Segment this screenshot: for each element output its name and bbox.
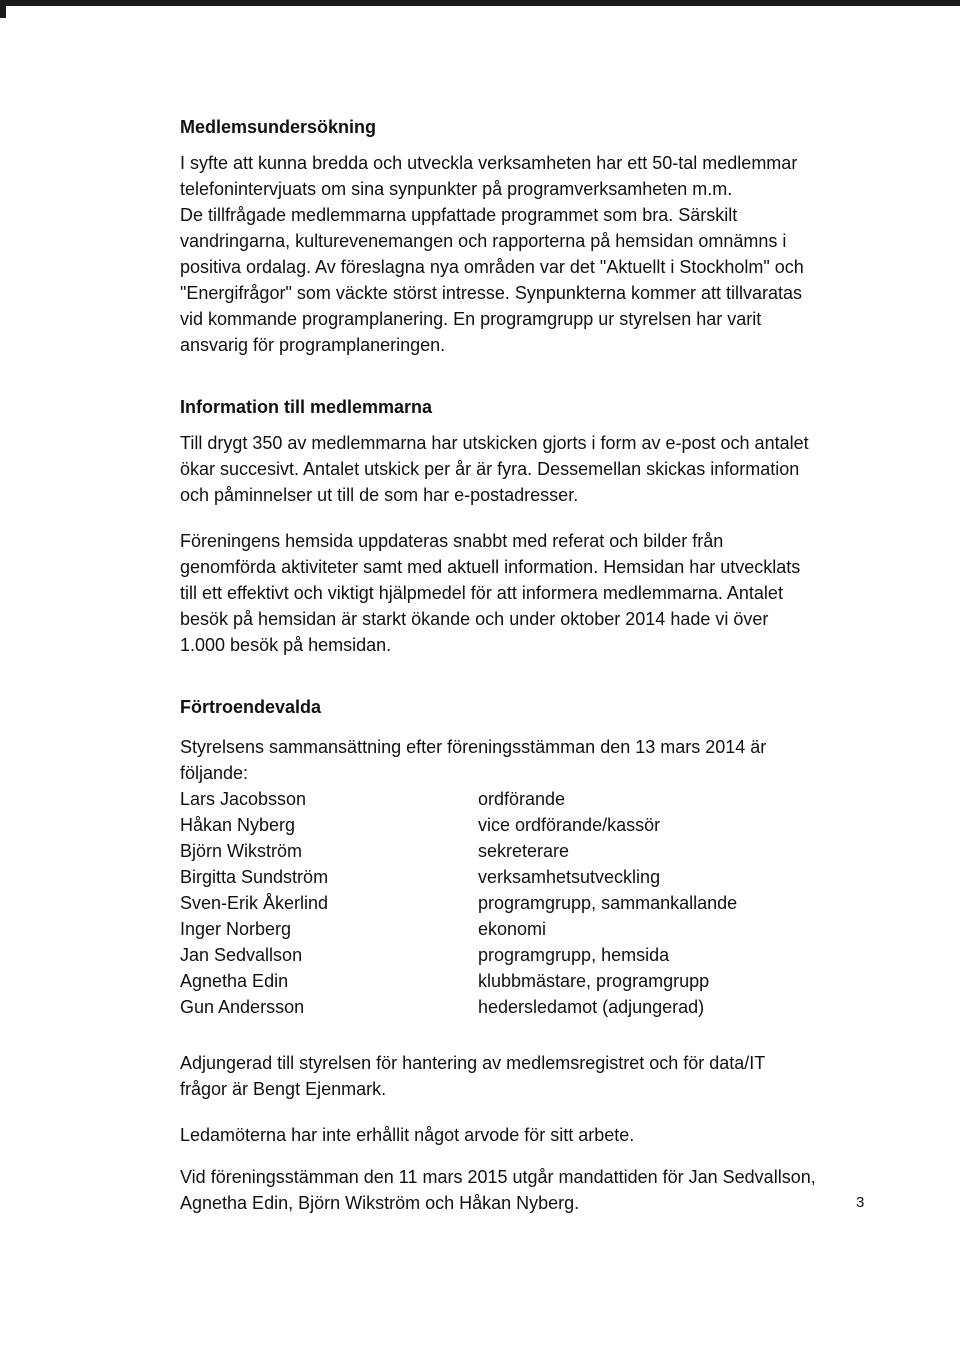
board-member-row (180, 942, 880, 968)
text-line: följande: (180, 763, 249, 783)
board-member-name: Birgitta Sundström (180, 867, 329, 887)
board-member-role: sekreterare (478, 841, 570, 861)
board-member-row (180, 812, 880, 838)
board-member-row (180, 838, 880, 864)
board-member-role: ekonomi (478, 919, 547, 939)
text-line: 1.000 besök på hemsidan. (180, 635, 392, 655)
page-number: 3 (856, 1194, 865, 1211)
text-line: till ett effektivt och viktigt hjälpmedel för att informera medlemmarna. Antalet (180, 583, 783, 603)
text-line: vandringarna, kulturevenemangen och rapporterna på hemsidan omnämns i (180, 231, 787, 251)
board-member-role: vice ordförande/kassör (478, 815, 661, 835)
text-line: Ledamöterna har inte erhållit något arvode för sitt arbete. (180, 1125, 635, 1145)
paragraph-mandattid (180, 1164, 880, 1216)
text-line: telefonintervjuats om sina synpunkter på programverksamheten m.m. (180, 179, 733, 199)
text-line: Föreningens hemsida uppdateras snabbt med referat och bilder från (180, 531, 724, 551)
text-line: besök på hemsidan är starkt ökande och under oktober 2014 hade vi över (180, 609, 769, 629)
board-member-row (180, 786, 880, 812)
text-line: positiva ordalag. Av föreslagna nya områden var det "Aktuellt i Stockholm" och (180, 257, 804, 277)
text-line: De tillfrågade medlemmarna uppfattade programmet som bra. Särskilt (180, 205, 738, 225)
paragraph-styrelse-intro (180, 734, 880, 786)
text-line: Adjungerad till styrelsen för hantering av medlemsregistret och för data/IT (180, 1053, 766, 1073)
text-line: Vid föreningsstämman den 11 mars 2015 utgår mandattiden för Jan Sedvallson, (180, 1167, 816, 1187)
text-line: Agnetha Edin, Björn Wikström och Håkan Nyberg. (180, 1193, 580, 1213)
board-member-role: ordförande (478, 789, 566, 809)
board-member-role: programgrupp, hemsida (478, 945, 670, 965)
board-member-role: verksamhetsutveckling (478, 867, 661, 887)
text-line: frågor är Bengt Ejenmark. (180, 1079, 387, 1099)
board-member-name: Gun Andersson (180, 997, 305, 1017)
board-member-role: klubbmästare, programgrupp (478, 971, 710, 991)
text-line: och påminnelser ut till de som har e-postadresser. (180, 485, 579, 505)
paragraph-arvode (180, 1122, 880, 1148)
board-member-name: Björn Wikström (180, 841, 303, 861)
scan-top-edge (0, 0, 960, 6)
heading-information: Information till medlemmarna (180, 397, 433, 417)
board-member-name: Inger Norberg (180, 919, 292, 939)
board-member-name: Lars Jacobsson (180, 789, 307, 809)
board-member-name: Håkan Nyberg (180, 815, 296, 835)
text-line: I syfte att kunna bredda och utveckla verksamheten har ett 50-tal medlemmar (180, 153, 798, 173)
board-member-role: hedersledamot (adjungerad) (478, 997, 705, 1017)
board-member-row (180, 864, 880, 890)
heading-medlemsundersokning: Medlemsundersökning (180, 117, 377, 137)
board-member-row (180, 916, 880, 942)
board-member-row (180, 994, 880, 1020)
text-line: ansvarig för programplaneringen. (180, 335, 446, 355)
board-member-row (180, 890, 880, 916)
text-line: Styrelsens sammansättning efter föreningsstämman den 13 mars 2014 är (180, 737, 767, 757)
paragraph-information-utskick (180, 430, 880, 508)
paragraph-medlemsundersokning (180, 150, 880, 358)
board-member-role: programgrupp, sammankallande (478, 893, 738, 913)
board-member-row (180, 968, 880, 994)
heading-fortroendevalda: Förtroendevalda (180, 697, 322, 717)
text-line: ökar succesivt. Antalet utskick per år är fyra. Dessemellan skickas information (180, 459, 800, 479)
text-line: "Energifrågor" som väckte störst intresse. Synpunkterna kommer att tillvaratas (180, 283, 803, 303)
board-member-name: Agnetha Edin (180, 971, 289, 991)
board-member-name: Jan Sedvallson (180, 945, 303, 965)
board-member-list (180, 786, 880, 1020)
document-page (180, 114, 880, 1216)
text-line: genomförda aktiviteter samt med aktuell information. Hemsidan har utvecklats (180, 557, 801, 577)
scan-corner-mark (0, 0, 6, 18)
paragraph-information-hemsida (180, 528, 880, 658)
text-line: vid kommande programplanering. En programgrupp ur styrelsen har varit (180, 309, 762, 329)
text-line: Till drygt 350 av medlemmarna har utskicken gjorts i form av e-post och antalet (180, 433, 809, 453)
paragraph-adjungerad (180, 1050, 880, 1102)
board-member-name: Sven-Erik Åkerlind (180, 893, 329, 913)
